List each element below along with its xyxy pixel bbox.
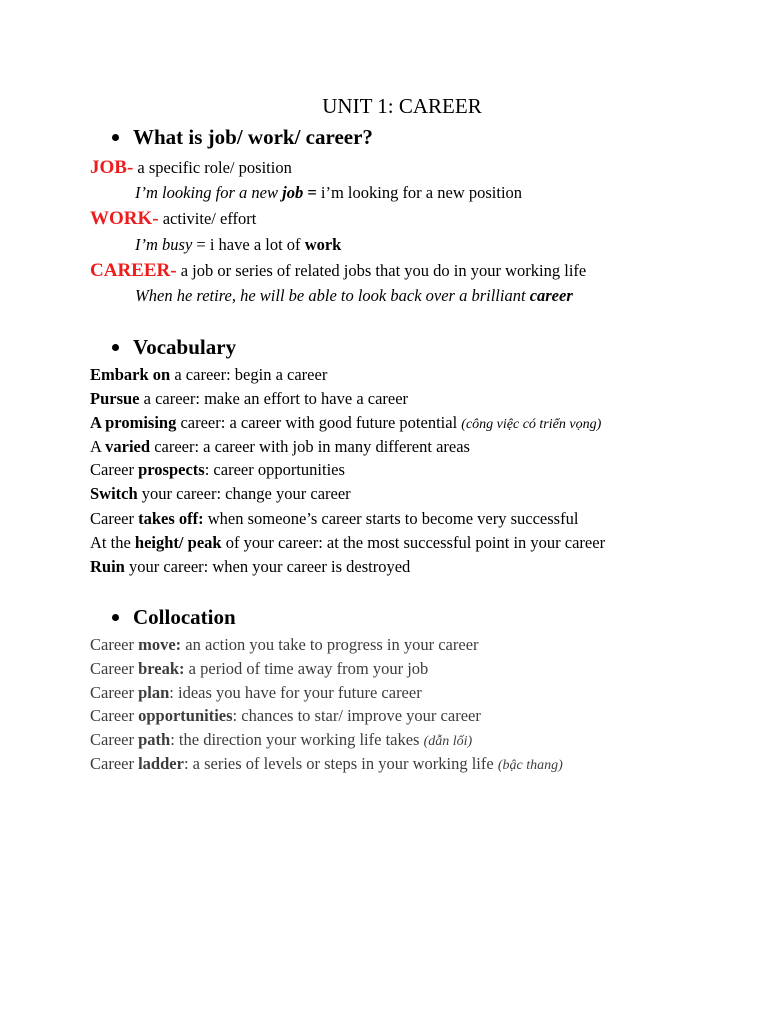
example-keyword: job [282, 183, 304, 202]
definition-job [90, 157, 292, 179]
collocation-item: Career path: the direction your working life takes (dẫn lối) [90, 730, 473, 749]
collocation-item: Career plan: ideas you have for your future career [90, 683, 422, 702]
collocation-item: Career opportunities: chances to star/ improve your career [90, 706, 481, 725]
vietnamese-note: (công việc có triển vọng) [461, 417, 602, 432]
term-work: WORK- [90, 208, 159, 229]
term-career: CAREER- [90, 260, 177, 281]
equals-sign: = [303, 183, 321, 202]
section-heading-text: What is job/ work/ career? [133, 125, 373, 149]
section-heading-text: Collocation [133, 605, 236, 629]
vietnamese-note: (bậc thang) [497, 758, 563, 773]
vocab-item: Embark on a career: begin a career [90, 365, 328, 384]
example-keyword: work [304, 235, 342, 254]
definition-career [90, 260, 586, 282]
example-meaning: i’m looking for a new position [320, 183, 523, 202]
example-work [135, 235, 341, 255]
vocab-item: Pursue a career: make an effort to have a career [90, 389, 409, 408]
section-heading-collocation [112, 605, 236, 630]
example-meaning: = i have a lot of [192, 235, 305, 254]
collocation-item: Career break: a period of time away from your job [90, 659, 429, 678]
vocab-item: Career prospects: career opportunities [90, 460, 345, 479]
page-title: UNIT 1: CAREER [322, 94, 482, 118]
bullet-icon [112, 344, 119, 351]
collocation-item: Career move: an action you take to progress in your career [90, 635, 479, 654]
vocab-item: Ruin your career: when your career is destroyed [90, 557, 411, 576]
definition-text: activite/ effort [158, 209, 257, 228]
vocab-item: Switch your career: change your career [90, 484, 351, 503]
example-text: I’m busy [135, 235, 193, 254]
vocab-item: Career takes off: when someone’s career starts to become very successful [90, 509, 579, 528]
collocation-item: Career ladder: a series of levels or steps in your working life (bậc thang) [90, 754, 563, 773]
definition-work [90, 208, 256, 230]
term-job: JOB- [90, 157, 134, 178]
example-job [135, 183, 522, 203]
example-text: When he retire, he will be able to look back over a brilliant [135, 286, 530, 305]
section-heading-vocabulary [112, 335, 236, 360]
vocab-item: A varied career: a career with job in many different areas [90, 437, 470, 456]
section-heading-text: Vocabulary [133, 335, 237, 359]
definition-text: a specific role/ position [133, 158, 292, 177]
example-career [135, 286, 573, 306]
bullet-icon [112, 614, 119, 621]
definition-text: a job or series of related jobs that you do in your working life [176, 261, 587, 280]
example-keyword: career [529, 286, 573, 305]
bullet-icon [112, 134, 119, 141]
vietnamese-note: (dẫn lối) [423, 734, 473, 749]
vocab-item: At the height/ peak of your career: at the most successful point in your career [90, 533, 606, 552]
section-heading-definitions [112, 125, 373, 150]
example-text: I’m looking for a new [135, 183, 283, 202]
vocab-item: A promising career: a career with good future potential (công việc có triển vọng) [90, 413, 602, 432]
